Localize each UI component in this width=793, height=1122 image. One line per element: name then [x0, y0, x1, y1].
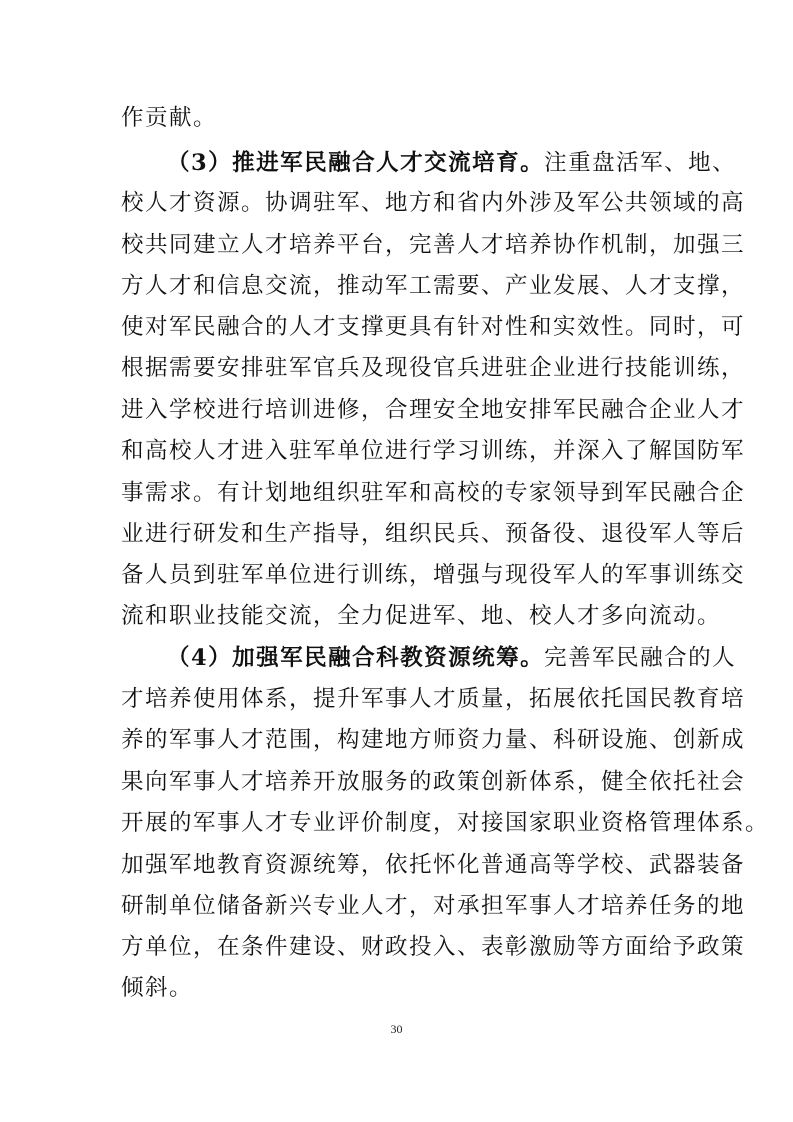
paragraph-heading-line	[167, 143, 737, 183]
line-text: 才培养使用体系，提升军事人才质量，拓展依托国民教育培	[121, 686, 746, 712]
text-line	[121, 762, 746, 802]
line-text: 完善军民融合的人	[544, 645, 737, 671]
paragraph-heading: （3）推进军民融合人才交流培育。	[167, 150, 545, 176]
text-line	[121, 348, 746, 388]
line-text: 进入学校进行培训进修，合理安全地安排军民融合企业人才	[121, 397, 746, 423]
line-text: 业进行研发和生产指导，组织民兵、预备役、退役军人等后	[121, 521, 746, 547]
line-text: 注重盘活军、地、	[544, 150, 737, 176]
text-line	[121, 679, 746, 719]
line-text: 根据需要安排驻军官兵及现役官兵进驻企业进行技能训练，	[121, 355, 746, 381]
line-text: 养的军事人才范围，构建地方师资力量、科研设施、创新成	[121, 727, 746, 753]
line-text: 校共同建立人才培养平台，完善人才培养协作机制，加强三	[121, 232, 746, 258]
text-line	[121, 886, 746, 926]
text-line	[121, 307, 746, 347]
line-text: 方人才和信息交流，推动军工需要、产业发展、人才支撑，	[121, 273, 746, 299]
paragraph-heading: （4）加强军民融合科教资源统筹。	[167, 645, 545, 671]
line-text: 开展的军事人才专业评价制度，对接国家职业资格管理体系。	[121, 810, 770, 836]
text-line	[121, 266, 746, 306]
text-line	[121, 98, 681, 138]
line-text: 研制单位储备新兴专业人才，对承担军事人才培养任务的地	[121, 893, 746, 919]
text-line	[121, 596, 722, 636]
line-text: 倾斜。	[121, 975, 194, 1001]
line-text: 备人员到驻军单位进行训练，增强与现役军人的军事训练交	[121, 562, 746, 588]
text-line	[121, 720, 746, 760]
line-text: 校人才资源。协调驻军、地方和省内外涉及军公共领域的高	[121, 190, 746, 216]
paragraph-heading-line	[167, 638, 737, 678]
text-line	[121, 431, 746, 471]
text-line	[121, 555, 746, 595]
line-text: 作贡献。	[121, 105, 218, 131]
text-line	[121, 514, 746, 554]
text-line	[121, 183, 746, 223]
text-line	[121, 968, 681, 1008]
text-line	[121, 927, 746, 967]
page-number: 30	[390, 1022, 403, 1036]
line-text: 果向军事人才培养开放服务的政策创新体系，健全依托社会	[121, 769, 746, 795]
text-line	[121, 845, 746, 885]
text-line	[121, 473, 746, 513]
text-line	[121, 390, 746, 430]
line-text: 事需求。有计划地组织驻军和高校的专家领导到军民融合企	[121, 480, 746, 506]
line-text: 使对军民融合的人才支撑更具有针对性和实效性。同时，可	[121, 314, 746, 340]
line-text: 加强军地教育资源统筹，依托怀化普通高等学校、武器装备	[121, 852, 746, 878]
line-text: 和高校人才进入驻军单位进行学习训练，并深入了解国防军	[121, 438, 746, 464]
text-line	[121, 225, 746, 265]
line-text: 流和职业技能交流，全力促进军、地、校人才多向流动。	[121, 603, 722, 629]
text-line	[121, 803, 770, 843]
line-text: 方单位，在条件建设、财政投入、表彰激励等方面给予政策	[121, 934, 746, 960]
